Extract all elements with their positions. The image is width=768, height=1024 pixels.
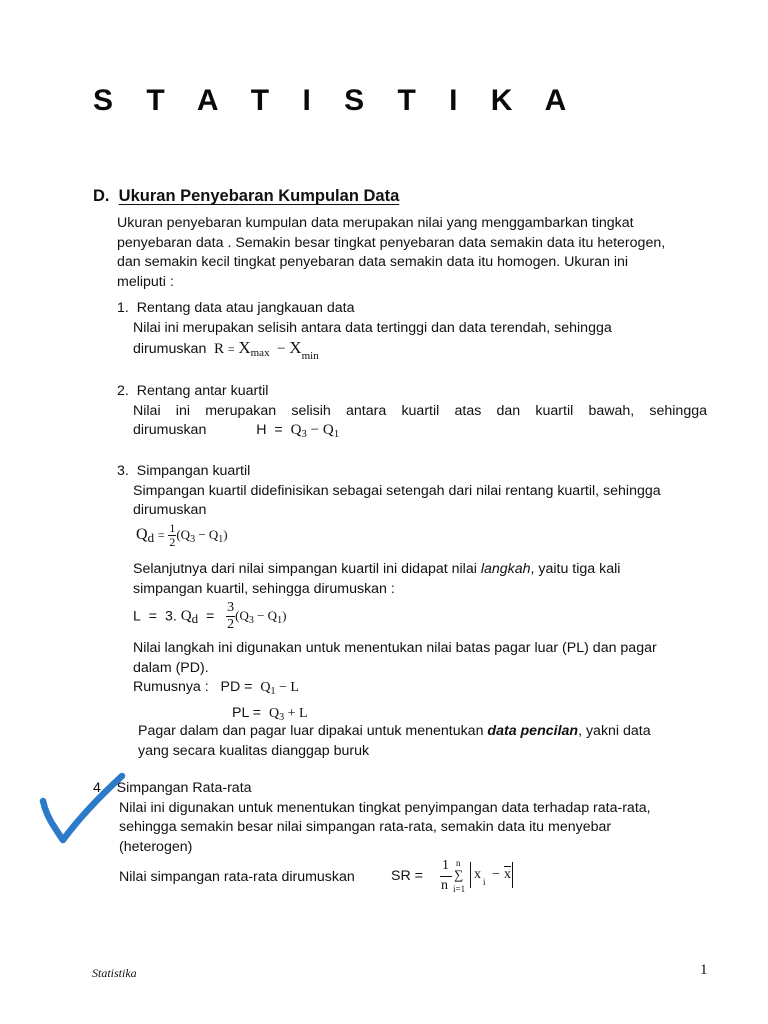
formula-part: Q <box>268 705 280 721</box>
formula-part: d <box>191 611 199 627</box>
formula-part: = <box>227 342 235 356</box>
item-title: Rentang data atau jangkauan data <box>136 300 355 316</box>
item-text: Nilai ini merupakan selisih antara data tertinggi dan data terendah, sehingga <box>133 319 612 336</box>
formula-part: (Q <box>235 608 249 624</box>
item-text: dirumuskan <box>133 341 207 357</box>
formula-part: 1 <box>277 615 283 627</box>
text: Nilai langkah ini digunakan untuk menentukan nilai batas pagar luar (PL) dan pagar <box>133 640 657 656</box>
formula-part: 1 <box>270 686 276 697</box>
formula-part: − <box>277 341 286 357</box>
numerator: 3 <box>227 600 235 615</box>
text: Selanjutnya dari nilai simpangan kuartil ini didapat nilai <box>133 561 481 577</box>
sr-lhs: SR = <box>391 868 423 884</box>
footer-title: Statistika <box>92 966 137 980</box>
item-text: sehingga semakin besar nilai simpangan rata-rata, semakin data itu menyebar <box>119 819 612 835</box>
section-heading <box>93 187 399 206</box>
formula-h <box>291 422 340 438</box>
item-title: Rentang antar kuartil <box>136 383 269 399</box>
sum-symbol: ∑ <box>454 867 464 882</box>
item-text: Nilai ini merupakan selisih antara kuartil atas dan kuartil bawah, sehingga <box>133 402 707 419</box>
fraction-bar <box>440 876 452 877</box>
numerator: 1 <box>169 521 176 535</box>
item-text: dirumuskan <box>133 422 207 438</box>
denominator: 2 <box>169 535 176 549</box>
formula-part: H <box>256 422 267 438</box>
item-number: 1. <box>117 300 129 316</box>
text: simpangan kuartil, sehingga dirumuskan : <box>133 580 395 597</box>
list-item-3 <box>117 462 661 521</box>
abs-bar-left <box>470 862 471 888</box>
item-number: 3. <box>117 463 129 479</box>
formula-part: = <box>157 527 165 542</box>
item-number: 4. <box>93 780 105 796</box>
formula-part: − Q <box>253 608 278 624</box>
formula-part: Q <box>290 422 302 438</box>
text: Pagar dalam dan pagar luar dipakai untuk menentukan <box>138 723 488 739</box>
formula-sr <box>440 858 520 898</box>
intro-line: dan semakin kecil tingkat penyebaran data semakin data itu homogen. Ukuran ini <box>117 254 629 270</box>
formula-part: PD = <box>220 679 253 695</box>
langkah-paragraph <box>133 560 620 599</box>
formula-part: i <box>483 877 486 887</box>
item-text: (heterogen) <box>119 838 193 855</box>
text: , yakni data <box>578 723 651 739</box>
intro-line: penyebaran data . Semakin besar tingkat penyebaran data semakin data itu heterogen, <box>117 234 666 251</box>
text: dalam (PD). <box>133 659 209 676</box>
formula-part: x <box>474 867 481 882</box>
denominator: n <box>441 878 448 893</box>
intro-line: meliputi : <box>117 273 174 290</box>
item-title: Simpangan kuartil <box>136 463 251 479</box>
formula-part: PL = <box>232 704 262 721</box>
formula-part: R <box>214 341 225 357</box>
list-item-4 <box>93 779 651 857</box>
item-text: dirumuskan <box>133 502 207 518</box>
formula-part: X <box>289 338 302 357</box>
formula-r <box>210 338 319 362</box>
formula-part: = <box>206 608 215 625</box>
formula-l <box>133 600 286 633</box>
list-item-1 <box>117 299 612 367</box>
formula-part: max <box>250 347 270 359</box>
section-label: D. <box>93 187 110 205</box>
formula-part: 3 <box>301 428 307 440</box>
abs-bar-right <box>512 862 513 888</box>
formula-part: − <box>310 422 320 438</box>
formula-part: X <box>238 338 251 357</box>
denominator: 2 <box>227 617 235 632</box>
label: Rumusnya : <box>133 679 209 695</box>
formula-range <box>117 338 612 367</box>
formula-part: − <box>492 867 500 882</box>
formula-pd <box>133 678 657 702</box>
formula-part: 3 <box>279 711 285 723</box>
formula-part: 3 <box>190 533 196 545</box>
sr-label: Nilai simpangan rata-rata dirumuskan <box>119 869 355 885</box>
item-text: Simpangan kuartil didefinisikan sebagai setengah dari nilai rentang kuartil, sehingga <box>133 482 661 499</box>
formula-part: Q <box>180 608 192 625</box>
formula-part: ) <box>282 608 287 624</box>
formula-qd <box>136 522 228 549</box>
formula-part: 1 <box>333 428 340 440</box>
formula-part: = <box>148 608 158 625</box>
intro-paragraph <box>117 214 665 292</box>
page-number: 1 <box>700 962 708 978</box>
sum-lower: i=1 <box>453 884 466 894</box>
formula-part: d <box>147 529 155 545</box>
emphasis-text: langkah <box>480 561 531 577</box>
text: yang secara kualitas dianggap buruk <box>138 742 370 759</box>
formula-part: 3. <box>164 608 177 625</box>
formula-part: = <box>274 422 283 438</box>
list-item-2 <box>117 382 707 445</box>
emphasis-text: data pencilan <box>487 723 579 739</box>
formula-part: + L <box>284 705 308 721</box>
text: , yaitu tiga kali <box>530 561 621 577</box>
formula-interquartile <box>117 421 707 445</box>
item-title: Simpangan Rata-rata <box>116 780 252 796</box>
mean-symbol: $\overline{x}$ <box>504 867 511 882</box>
formula-part: min <box>301 350 319 362</box>
sum-upper: n <box>456 858 461 868</box>
intro-line: Ukuran penyebaran kumpulan data merupakan nilai yang menggambarkan tingkat <box>117 215 634 231</box>
formula-part: 3 <box>248 615 254 627</box>
formula-part: (Q <box>176 526 191 542</box>
checkmark-icon <box>30 770 140 850</box>
formula-part: Q <box>260 680 271 695</box>
page-title: S T A T I S T I K A <box>93 84 579 117</box>
pencilan-paragraph <box>138 722 651 761</box>
section-title: Ukuran Penyebaran Kumpulan Data <box>118 187 400 205</box>
formula-part: Q <box>136 525 148 543</box>
pagar-paragraph <box>133 639 657 727</box>
formula-part: − Q <box>195 526 219 542</box>
formula-part: L <box>133 608 141 625</box>
numerator: 1 <box>442 858 449 873</box>
formula-part: − L <box>275 680 299 695</box>
formula-part: 1 <box>218 533 224 545</box>
item-number: 2. <box>117 383 129 399</box>
formula-part: Q <box>322 422 334 438</box>
fraction-three-halves <box>226 600 235 633</box>
formula-part: ) <box>223 526 228 542</box>
item-text: Nilai ini digunakan untuk menentukan tingkat penyimpangan data terhadap rata-rata, <box>119 799 651 816</box>
